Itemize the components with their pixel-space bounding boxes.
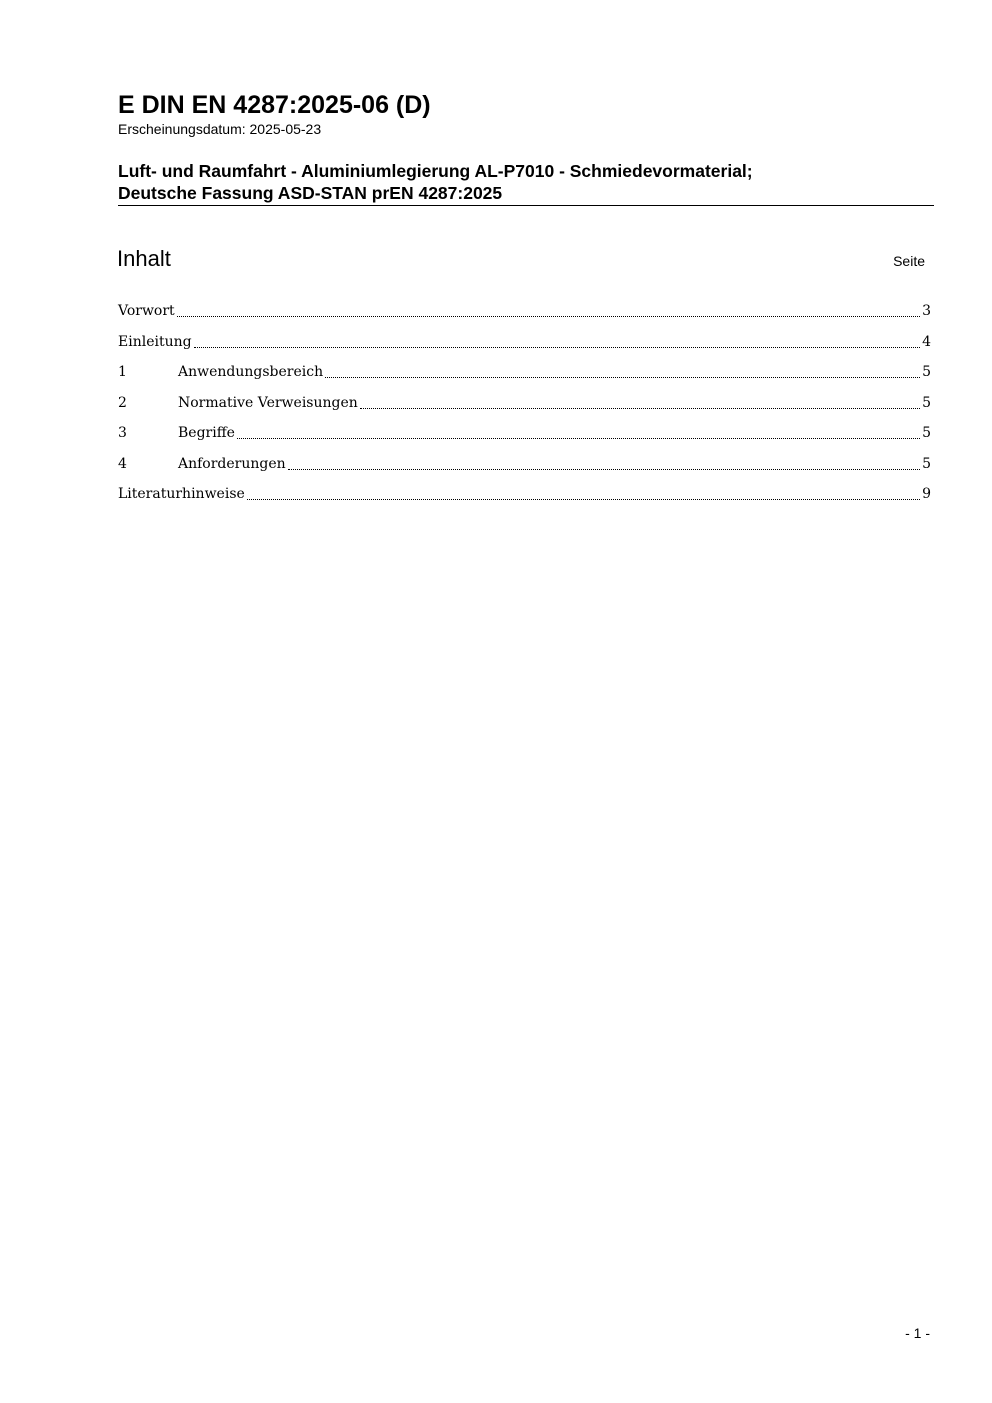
toc-entry-page: 3 <box>922 303 931 319</box>
page-number: - 1 - <box>905 1325 930 1341</box>
toc-entry-label: Begriffe <box>178 425 235 441</box>
toc-leader-dots <box>360 407 920 409</box>
toc-heading: Inhalt <box>117 246 171 271</box>
toc-entry-anwendungsbereich[interactable] <box>118 362 931 393</box>
publication-date: Erscheinungsdatum: 2025-05-23 <box>118 121 322 137</box>
toc-entry-label: Anforderungen <box>178 455 286 472</box>
toc-entry-einleitung[interactable] <box>118 332 931 363</box>
title-line-2: Deutsche Fassung ASD-STAN prEN 4287:2025 <box>118 183 503 203</box>
toc-entry-number: 2 <box>118 394 127 411</box>
toc-leader-dots <box>194 346 921 348</box>
toc-leader-dots <box>288 468 920 470</box>
toc-leader-dots <box>325 376 920 378</box>
toc-entry-label: Vorwort <box>118 303 175 319</box>
toc-entry-page: 5 <box>922 364 931 380</box>
toc-leader-dots <box>177 315 920 317</box>
toc-entry-literaturhinweise[interactable] <box>118 484 931 515</box>
toc-entry-number: 4 <box>118 455 127 472</box>
title-line-1: Luft- und Raumfahrt - Aluminiumlegierung AL-P7010 - Schmiedevormaterial; <box>118 161 753 181</box>
document-number: E DIN EN 4287:2025-06 (D) <box>118 91 431 119</box>
toc-entry-page: 9 <box>922 486 931 502</box>
toc-entry-anforderungen[interactable] <box>118 454 931 485</box>
document-title <box>118 160 933 204</box>
toc-entry-label: Einleitung <box>118 333 192 350</box>
toc-entry-page: 5 <box>922 455 931 472</box>
toc-entry-normative-verweisungen[interactable] <box>118 393 931 424</box>
toc-entry-page: 4 <box>922 333 931 350</box>
title-divider <box>118 205 934 206</box>
toc-entry-label: Anwendungsbereich <box>178 364 324 380</box>
toc-page-column-label: Seite <box>893 253 925 269</box>
toc-entry-begriffe[interactable] <box>118 423 931 454</box>
toc-leader-dots <box>237 437 920 439</box>
toc-entry-number: 1 <box>118 364 127 380</box>
toc-entry-vorwort[interactable] <box>118 301 931 332</box>
toc-entry-page: 5 <box>922 394 931 411</box>
toc-leader-dots <box>247 498 920 500</box>
table-of-contents <box>118 301 931 515</box>
toc-entry-number: 3 <box>118 425 127 441</box>
toc-entry-page: 5 <box>922 425 931 441</box>
toc-entry-label: Normative Verweisungen <box>178 394 358 411</box>
toc-entry-label: Literaturhinweise <box>118 486 245 502</box>
